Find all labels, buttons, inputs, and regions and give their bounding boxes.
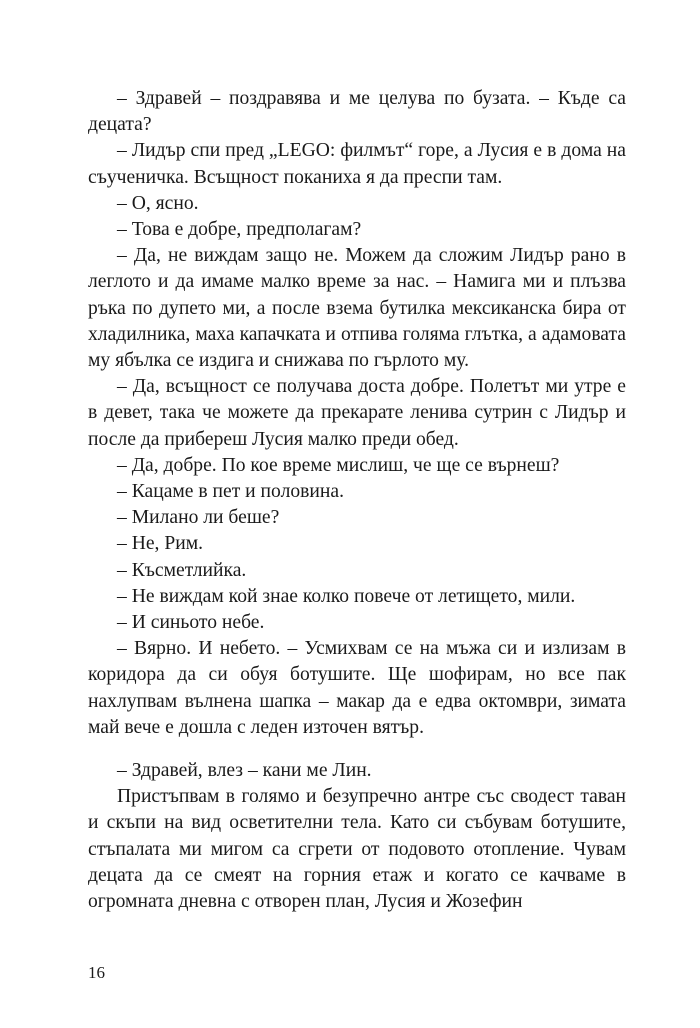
paragraph: – Това е добре, предполагам? [117,219,362,241]
paragraph: – Късметлийка. [117,559,247,581]
text-section-2 [88,758,626,915]
paragraph: – Да, добре. По кое време мислиш, че ще се върнеш? [117,454,560,476]
paragraph: – Лидър спи пред „LEGO: филмът“ горе, а Лусия е в дома на съученичка. Всъщност поканиха я да преспи там. [88,140,626,188]
paragraph: – Не, Рим. [117,533,204,555]
page-number: 16 [88,963,105,982]
paragraph: Пристъпвам в голямо и безупречно антре със сводест таван и скъпи на вид осветителни тела. Като си събувам ботушите, стъпалата ми мигом са сгрети от подовото отопление. Чувам децата да се смеят на горния етаж и когато се качваме в огромната дневна с отворен план, Лусия и Жозефин [88,786,626,913]
paragraph: – Милано ли беше? [117,507,280,529]
paragraph: – О, ясно. [117,192,199,214]
paragraph: – Здравей – поздравява и ме целува по бузата. – Къде са децата? [88,88,626,136]
paragraph: – Здравей, влез – кани ме Лин. [117,760,372,781]
paragraph: – И синьото небе. [117,612,265,634]
paragraph: – Не виждам кой знае колко повече от летището, мили. [117,585,576,607]
paragraph: – Да, не виждам защо не. Можем да сложим Лидър рано в леглото и да имаме малко време за нас. – Намига ми и плъзва ръка по дупето ми, а после взема бутилка мексиканска бира от хладилника, маха капачката и отпива голяма глътка, а адамовата му ябълка се издига и снижава по гърлото му. [88,245,626,372]
paragraph: – Да, всъщност се получава доста добре. Полетът ми утре е в девет, така че можете да прекарате ленива сутрин с Лидър и после да прибереш Лусия малко преди обед. [88,376,626,450]
paragraph: – Кацаме в пет и половина. [117,481,344,503]
paragraph: – Вярно. И небето. – Усмихвам се на мъжа си и излизам в коридора да си обуя ботушите. Ще шофирам, но все пак нахлупвам вълнена шапка – макар да е едва октомври, зимата май вече е дошла с леден източен вятър. [88,638,626,738]
text-section-1 [88,86,626,741]
